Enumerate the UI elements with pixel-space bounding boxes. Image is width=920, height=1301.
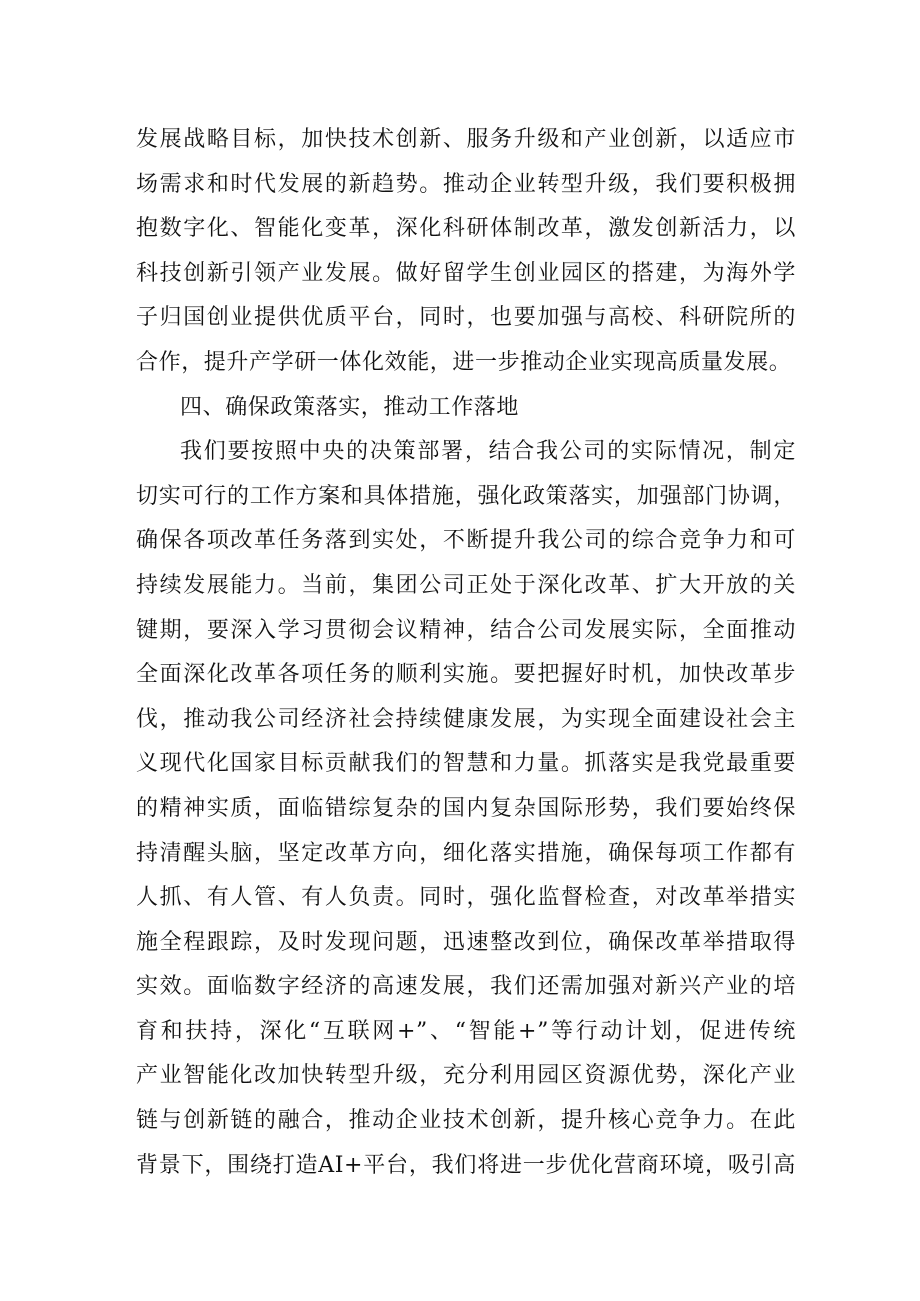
text-line: 全面深化改革各项任务的顺利实施。要把握好时机，加快改革步 <box>136 662 796 688</box>
text-line: 切实可行的工作方案和具体措施，强化政策落实，加强部门协调， <box>136 483 796 509</box>
text-line: 实效。面临数字经济的高速发展，我们还需加强对新兴产业的培 <box>136 974 796 1000</box>
text-line: 键期，要深入学习贯彻会议精神，结合公司发展实际，全面推动 <box>136 617 796 643</box>
text-line: 科技创新引领产业发展。做好留学生创业园区的搭建，为海外学 <box>136 260 796 286</box>
document-body <box>136 118 796 1188</box>
text-line: 持清醒头脑，坚定改革方向，细化落实措施，确保每项工作都有 <box>136 840 796 866</box>
paragraph-section-four <box>136 430 796 1188</box>
text-line: 产业智能化改加快转型升级，充分利用园区资源优势，深化产业 <box>136 1063 796 1089</box>
text-line: 人抓、有人管、有人负责。同时，强化监督检查，对改革举措实 <box>136 885 796 911</box>
paragraph-continuation <box>136 118 796 386</box>
text-line: 我们要按照中央的决策部署，结合我公司的实际情况，制定 <box>180 439 796 465</box>
text-line: 背景下，围绕打造AI+平台，我们将进一步优化营商环境，吸引高 <box>136 1152 796 1178</box>
text-line: 合作，提升产学研一体化效能，进一步推动企业实现高质量发展。 <box>136 349 792 375</box>
text-line: 持续发展能力。当前，集团公司正处于深化改革、扩大开放的关 <box>136 572 796 598</box>
text-line: 发展战略目标，加快技术创新、服务升级和产业创新，以适应市 <box>136 127 796 152</box>
section-heading: 四、确保政策落实，推动工作落地 <box>180 394 520 420</box>
text-line: 子归国创业提供优质平台，同时，也要加强与高校、科研院所的 <box>136 305 796 331</box>
text-line: 链与创新链的融合，推动企业技术创新，提升核心竞争力。在此 <box>136 1108 796 1134</box>
text-line: 施全程跟踪，及时发现问题，迅速整改到位，确保改革举措取得 <box>136 929 796 955</box>
text-line: 场需求和时代发展的新趋势。推动企业转型升级，我们要积极拥 <box>136 171 796 197</box>
text-line: 义现代化国家目标贡献我们的智慧和力量。抓落实是我党最重要 <box>136 751 796 777</box>
text-line: 的精神实质，面临错综复杂的国内复杂国际形势，我们要始终保 <box>136 795 796 821</box>
text-line: 确保各项改革任务落到实处，不断提升我公司的综合竞争力和可 <box>136 528 796 554</box>
text-line: 抱数字化、智能化变革，深化科研体制改革，激发创新活力，以 <box>136 216 796 242</box>
text-line: 伐，推动我公司经济社会持续健康发展，为实现全面建设社会主 <box>136 706 796 732</box>
text-line: 育和扶持，深化“互联网+”、“智能+”等行动计划，促进传统 <box>136 1018 796 1044</box>
